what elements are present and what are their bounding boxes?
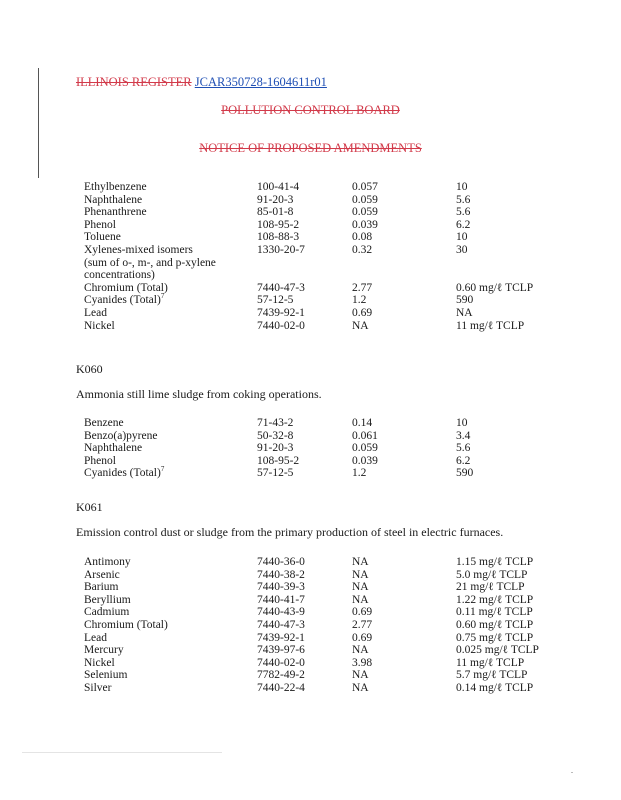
wastewater-standard-text: NA [352,644,369,657]
constituent-name-text: Ethylbenzene [84,181,147,193]
constituent-name-text: Antimony [84,556,131,568]
register-header [76,75,327,90]
wastewater-standard-text: 2.77 [352,281,373,294]
cas-number-text: 7440-36-0 [257,556,305,568]
nonwastewater-standard [456,442,470,455]
table-row [0,581,621,594]
cas-number [257,206,293,219]
nonwastewater-standard [456,556,533,569]
wastewater-standard [352,282,372,295]
constituent-name [84,581,119,594]
nonwastewater-standard-text: 0.14 mg/ℓ TCLP [456,681,534,694]
constituent-name-text: Arsenic [84,568,120,581]
constituent-name-text: Xylenes-mixed isomers [84,243,193,256]
wastewater-standard-text: NA [352,669,369,682]
constituent-name [84,657,115,670]
cas-number-text: 7440-02-0 [257,656,305,669]
wastewater-standard [352,430,378,443]
constituent-name [84,307,107,320]
constituent-name [84,682,111,695]
wastewater-standard-text: NA [352,556,369,568]
wastewater-standard [352,619,372,632]
wastewater-standard-text: NA [352,319,369,332]
table-row [0,181,621,194]
cas-number-text: 7440-47-3 [257,281,305,294]
constituent-name [84,569,120,582]
table-row [0,307,621,320]
wastewater-standard-text: 0.061 [352,429,378,442]
wastewater-standard [352,231,372,244]
nonwastewater-standard [456,417,468,430]
constituent-name [84,257,216,270]
nonwastewater-standard [456,657,524,670]
wastewater-standard-text: 0.059 [352,442,378,455]
constituent-name-text: Phenanthrene [84,206,147,219]
wastewater-standard-text: 0.039 [352,454,378,467]
wastewater-standard [352,442,378,455]
wastewater-standard [352,455,378,468]
constituent-name-text: Naphthalene [84,442,143,455]
constituent-name-text: Silver [84,681,112,694]
cas-number [257,581,305,594]
constituents-table-continued [0,181,621,332]
constituent-name-text: Benzo(a)pyrene [84,429,158,442]
wastewater-standard-text: 0.32 [352,243,373,256]
nonwastewater-standard-text: 1.15 mg/ℓ TCLP [456,556,534,568]
notice-title-struck: NOTICE OF PROPOSED AMENDMENTS [199,141,422,155]
wastewater-standard-text: 0.057 [352,181,378,193]
cas-number [257,644,305,657]
table-row [0,657,621,670]
cas-number-text: 57-12-5 [257,294,294,307]
nonwastewater-standard [456,455,470,468]
constituent-name [84,282,168,295]
wastewater-standard [352,194,378,207]
wastewater-standard-text: 0.059 [352,206,378,219]
cas-number-text: 7782-49-2 [257,669,305,682]
wastewater-standard-text: 0.69 [352,606,373,619]
cas-number-text: 1330-20-7 [257,243,305,256]
table-row [0,556,621,569]
table-row [0,219,621,232]
notice-title [0,141,621,156]
wastewater-standard-text: 2.77 [352,618,373,631]
nonwastewater-standard [456,644,539,657]
register-id-inserted: JCAR350728-1604611r01 [194,75,327,89]
cas-number-text: 7440-38-2 [257,568,305,581]
wastewater-standard-text: 0.08 [352,231,373,244]
cas-number-text: 108-95-2 [257,454,300,467]
table-row [0,282,621,295]
constituent-name-text: Chromium (Total) [84,281,168,294]
footnote-marker: 7 [160,292,165,301]
waste-code-k060: K060 [76,362,103,376]
constituent-name-text: Barium [84,581,119,594]
cas-number [257,556,305,569]
nonwastewater-standard-text: 0.025 mg/ℓ TCLP [456,644,539,657]
waste-code-k061: K061 [76,500,103,514]
nonwastewater-standard-text: 30 [456,243,468,256]
cas-number [257,669,305,682]
constituent-name-text: Chromium (Total) [84,618,168,631]
constituent-name [84,269,155,282]
constituent-name-text: Lead [84,306,107,319]
constituent-name-text: Selenium [84,669,128,682]
constituent-name [84,556,131,569]
cas-number [257,417,293,430]
table-row [0,442,621,455]
constituent-name-text: Cadmium [84,606,130,619]
nonwastewater-standard [456,430,470,443]
cas-number-text: 7440-43-9 [257,606,305,619]
cas-number-text: 7440-41-7 [257,593,305,606]
nonwastewater-standard [456,294,473,307]
wastewater-standard-text: NA [352,568,369,581]
constituent-name [84,320,115,333]
wastewater-standard [352,606,372,619]
wastewater-standard [352,569,369,582]
nonwastewater-standard [456,194,470,207]
wastewater-standard-text: 0.039 [352,218,378,231]
nonwastewater-standard [456,569,527,582]
cas-number [257,657,305,670]
wastewater-standard [352,307,372,320]
constituent-name [84,194,142,207]
nonwastewater-standard [456,231,468,244]
cas-number-text: 7439-92-1 [257,306,305,319]
constituent-name [84,219,116,232]
nonwastewater-standard-text: 11 mg/ℓ TCLP [456,656,525,669]
wastewater-standard [352,644,369,657]
cas-number-text: 57-12-5 [257,467,294,480]
nonwastewater-standard-text: 1.22 mg/ℓ TCLP [456,593,534,606]
cas-number-text: 7440-02-0 [257,319,305,332]
nonwastewater-standard-text: NA [456,306,473,319]
cas-number [257,194,293,207]
constituent-name-text: Lead [84,631,107,644]
wastewater-standard [352,467,366,480]
cas-number [257,569,305,582]
constituent-name [84,181,147,194]
nonwastewater-standard-text: 5.6 [456,206,471,219]
constituent-name-text: Cyanides (Total) [84,467,161,480]
wastewater-standard-text: 3.98 [352,656,373,669]
nonwastewater-standard-text: 0.75 mg/ℓ TCLP [456,631,534,644]
cas-number [257,294,293,307]
cas-number-text: 50-32-8 [257,429,294,442]
table-row [0,619,621,632]
constituent-name [84,669,127,682]
wastewater-standard [352,657,372,670]
cas-number-text: 7440-39-3 [257,581,305,594]
nonwastewater-standard-text: 5.7 mg/ℓ TCLP [456,669,528,682]
constituent-name-text: Naphthalene [84,193,143,206]
board-title-struck: POLLUTION CONTROL BOARD [221,103,400,117]
constituent-name [84,619,168,632]
table-row [0,244,621,257]
cas-number-text: 91-20-3 [257,193,294,206]
nonwastewater-standard-text: 5.6 [456,193,471,206]
constituent-name-text: Cyanides (Total) [84,294,161,307]
constituent-name [84,294,164,307]
nonwastewater-standard-text: 0.60 mg/ℓ TCLP [456,618,534,631]
table-row [0,269,621,282]
nonwastewater-standard [456,632,533,645]
constituent-name [84,231,121,244]
constituent-name-text: Nickel [84,656,115,669]
cas-number-text: 71-43-2 [257,417,294,429]
nonwastewater-standard-text: 6.2 [456,454,471,467]
nonwastewater-standard [456,206,470,219]
constituent-name-text: Mercury [84,644,124,657]
table-row [0,644,621,657]
wastewater-standard [352,556,369,569]
cas-number [257,467,293,480]
constituent-name [84,467,164,480]
register-title-struck: ILLINOIS REGISTER [76,75,192,89]
nonwastewater-standard [456,320,524,333]
nonwastewater-standard-text: 6.2 [456,218,471,231]
cas-number [257,320,305,333]
footer-rule [22,752,222,753]
cas-number [257,632,305,645]
constituents-table-k061 [0,556,621,695]
wastewater-standard [352,181,378,194]
cas-number-text: 7440-47-3 [257,618,305,631]
wastewater-standard [352,294,366,307]
wastewater-standard-text: 0.14 [352,417,373,429]
wastewater-standard-text: 0.69 [352,306,373,319]
table-row [0,669,621,682]
revision-margin-bar [38,68,39,178]
nonwastewater-standard [456,619,533,632]
constituent-name-text: concentrations) [84,269,155,282]
wastewater-standard [352,244,372,257]
constituent-name-text: Toluene [84,231,121,244]
constituent-name [84,606,129,619]
waste-description-k061: Emission control dust or sludge from the primary production of steel in electric furnaces. [76,525,504,539]
table-row [0,231,621,244]
cas-number-text: 7439-97-6 [257,644,305,657]
table-row [0,455,621,468]
nonwastewater-standard-text: 5.6 [456,442,471,455]
cas-number [257,442,293,455]
constituent-name [84,632,107,645]
wastewater-standard [352,581,369,594]
constituent-name [84,644,124,657]
nonwastewater-standard-text: 0.11 mg/ℓ TCLP [456,606,533,619]
wastewater-standard-text: NA [352,593,369,606]
wastewater-standard [352,594,369,607]
constituent-name-text: Benzene [84,417,124,429]
cas-number [257,307,305,320]
table-row [0,594,621,607]
cas-number [257,682,305,695]
wastewater-standard [352,682,369,695]
table-row [0,682,621,695]
table-row [0,257,621,270]
table-row [0,206,621,219]
constituent-name [84,430,157,443]
constituent-name [84,594,131,607]
cas-number [257,244,305,257]
constituent-name [84,244,193,257]
wastewater-standard [352,632,372,645]
table-row [0,294,621,307]
constituent-name-text: Beryllium [84,593,131,606]
nonwastewater-standard [456,594,533,607]
constituent-name-text: Phenol [84,218,116,231]
wastewater-standard-text: NA [352,681,369,694]
nonwastewater-standard [456,282,533,295]
constituents-table-k060 [0,417,621,480]
cas-number-text: 108-95-2 [257,218,300,231]
cas-number-text: 100-41-4 [257,181,300,193]
wastewater-standard [352,417,372,430]
nonwastewater-standard [456,581,525,594]
nonwastewater-standard-text: 10 [456,417,468,429]
cas-number [257,282,305,295]
cas-number [257,619,305,632]
wastewater-standard-text: 1.2 [352,294,367,307]
table-row [0,417,621,430]
nonwastewater-standard-text: 3.4 [456,429,471,442]
nonwastewater-standard-text: 11 mg/ℓ TCLP [456,319,525,332]
table-row [0,569,621,582]
cas-number [257,181,299,194]
cas-number-text: 7439-92-1 [257,631,305,644]
nonwastewater-standard-text: 0.60 mg/ℓ TCLP [456,281,534,294]
table-row [0,194,621,207]
nonwastewater-standard-text: 10 [456,181,468,193]
constituent-name [84,455,116,468]
cas-number [257,594,305,607]
constituent-name-text: Nickel [84,319,115,332]
wastewater-standard [352,206,378,219]
wastewater-standard [352,669,369,682]
nonwastewater-standard-text: 21 mg/ℓ TCLP [456,581,525,594]
nonwastewater-standard [456,606,533,619]
page-mark [571,772,573,773]
cas-number [257,606,305,619]
table-row [0,632,621,645]
table-row [0,606,621,619]
cas-number-text: 85-01-8 [257,206,294,219]
nonwastewater-standard [456,307,473,320]
wastewater-standard [352,320,369,333]
wastewater-standard-text: 0.059 [352,193,378,206]
board-title [0,103,621,118]
cas-number [257,455,299,468]
table-row [0,430,621,443]
wastewater-standard-text: 0.69 [352,631,373,644]
wastewater-standard [352,219,378,232]
cas-number [257,219,299,232]
nonwastewater-standard [456,669,527,682]
table-row [0,467,621,480]
cas-number-text: 7440-22-4 [257,681,305,694]
wastewater-standard-text: 1.2 [352,467,367,480]
nonwastewater-standard-text: 590 [456,294,474,307]
constituent-name-text: (sum of o-, m-, and p-xylene [84,256,216,269]
nonwastewater-standard [456,219,470,232]
cas-number [257,231,299,244]
cas-number-text: 108-88-3 [257,231,300,244]
table-row [0,320,621,333]
nonwastewater-standard [456,244,468,257]
constituent-name [84,206,147,219]
wastewater-standard-text: NA [352,581,369,594]
waste-description-k060: Ammonia still lime sludge from coking operations. [76,387,322,401]
nonwastewater-standard [456,181,468,194]
constituent-name [84,417,124,430]
cas-number-text: 91-20-3 [257,442,294,455]
cas-number [257,430,293,443]
nonwastewater-standard-text: 5.0 mg/ℓ TCLP [456,568,528,581]
footnote-marker: 7 [160,465,165,474]
nonwastewater-standard [456,682,533,695]
nonwastewater-standard-text: 10 [456,231,468,244]
nonwastewater-standard [456,467,473,480]
constituent-name-text: Phenol [84,454,116,467]
nonwastewater-standard-text: 590 [456,467,474,480]
constituent-name [84,442,142,455]
